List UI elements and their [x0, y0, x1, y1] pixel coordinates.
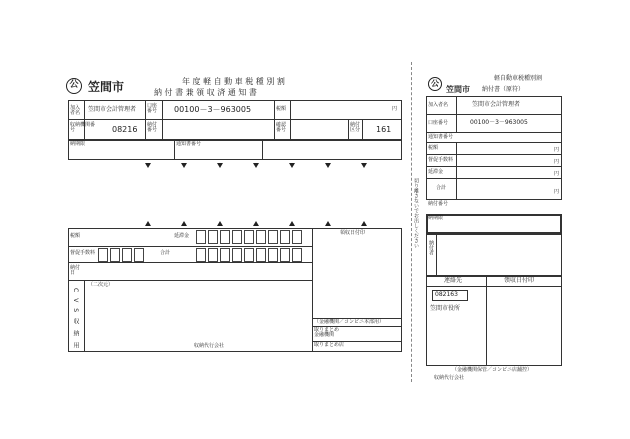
left-account-number: 00100－3－963005 [174, 105, 252, 114]
right-account-label: 口座番号 [428, 120, 449, 126]
left-form [62, 60, 402, 380]
right-payno-label: 納付番号 [428, 201, 449, 207]
right-subtitle: 納付書（原符） [482, 86, 525, 93]
right-city-logo: 公 [428, 77, 442, 91]
left-late-label: 延滞金 [174, 233, 190, 239]
left-penalty-label: 督促手数料 [70, 250, 96, 256]
left-receipt-date-label: 領収日付印 [340, 230, 366, 236]
down-arrow-icon [325, 163, 331, 168]
left-tax-yen: 円 [392, 106, 398, 112]
left-inst-label: 収納機関番号 [70, 122, 96, 133]
left-confirm-label: 確認番号 [276, 122, 287, 133]
left-deadline-row [68, 140, 402, 160]
right-city-name: 笠間市 [446, 85, 470, 94]
left-payer-label: 加入者名 [70, 105, 81, 116]
down-arrow-icon [289, 163, 295, 168]
right-vertical-label: 納付者 [428, 240, 434, 255]
up-arrow-icon [325, 221, 331, 226]
left-account-label: 口座番号 [147, 103, 158, 114]
up-arrow-icon [361, 221, 367, 226]
left-title-line1: 年 度 軽 自 動 車 税 種 別 割 [182, 77, 285, 86]
right-late-label: 延滞金 [428, 169, 444, 175]
left-total-label: 合計 [160, 250, 171, 256]
down-arrow-icon [217, 163, 223, 168]
right-payer-name: 笠間市会計管理者 [472, 101, 521, 108]
down-arrow-icon [253, 163, 259, 168]
right-footer-note: （金融機関保管／コンビニ店舗控） [452, 367, 533, 373]
right-late-yen: 円 [554, 171, 560, 177]
right-receipt-label: 領収日付印 [504, 277, 535, 284]
left-payno-label: 納付番号 [147, 122, 158, 133]
right-tax-label: 税額 [428, 145, 439, 151]
down-arrow-icon [145, 163, 151, 168]
left-collector-label: 収納代行会社 [194, 343, 225, 349]
city-logo: 公 [66, 78, 82, 94]
right-account-number: 00100－3－963005 [470, 119, 528, 126]
up-arrow-icon [253, 221, 259, 226]
right-penalty-yen: 円 [554, 159, 560, 165]
left-payer-name: 笠間市会計管理者 [88, 106, 137, 113]
down-arrow-icon [181, 163, 187, 168]
right-payer-label: 加入者名 [428, 102, 449, 108]
right-total-label: 合計 [436, 185, 447, 191]
right-stub [422, 62, 562, 382]
right-collector-label: 収納代行会社 [434, 375, 465, 381]
up-arrow-icon [289, 221, 295, 226]
right-contact-code: 082163 [435, 291, 458, 298]
middle-note: 切り離さないでお出しください [413, 178, 419, 248]
down-arrow-icon [361, 163, 367, 168]
left-bank-note: （金融機関／コンビニ本部用） [314, 319, 385, 325]
right-deadline-box [426, 214, 562, 234]
left-div-value: 161 [376, 125, 392, 134]
left-due-label: 納付日 [70, 265, 81, 276]
left-tax-label: 税額 [276, 106, 287, 112]
right-grid [426, 96, 562, 200]
left-deadline-label: 納期限 [70, 141, 86, 147]
left-bank-date2: 取りまとめ店 [314, 342, 345, 348]
right-tax-yen: 円 [554, 147, 560, 153]
right-payer-box [426, 234, 562, 276]
up-arrow-icon [217, 221, 223, 226]
up-arrow-icon [145, 221, 151, 226]
right-penalty-label: 督促手数料 [428, 157, 454, 163]
left-title-line2: 納 付 書 兼 領 収 済 通 知 書 [154, 88, 257, 97]
right-contact-label: 連絡先 [444, 277, 463, 284]
left-city-name: 笠間市 [88, 80, 125, 94]
right-notice-label: 通知書番号 [428, 134, 454, 140]
left-div-label: 納付区分 [350, 122, 361, 133]
left-inst-number: 08216 [112, 125, 138, 134]
right-total-yen: 円 [554, 189, 560, 195]
left-barcode-note: （二次元） [88, 282, 114, 288]
right-title: 軽自動車税種別割 [494, 75, 543, 82]
right-deadline-label: 納期限 [428, 215, 444, 221]
left-notice-label: 通知書番号 [176, 141, 202, 147]
left-bank-date: 取りまとめ金融機関 [314, 327, 340, 338]
tear-line [411, 62, 412, 382]
left-cvs-label: CVS収納用 [72, 288, 79, 355]
up-arrow-icon [181, 221, 187, 226]
left-tax2-label: 税額 [70, 233, 81, 239]
right-contact-name: 笠間市役所 [430, 305, 461, 312]
